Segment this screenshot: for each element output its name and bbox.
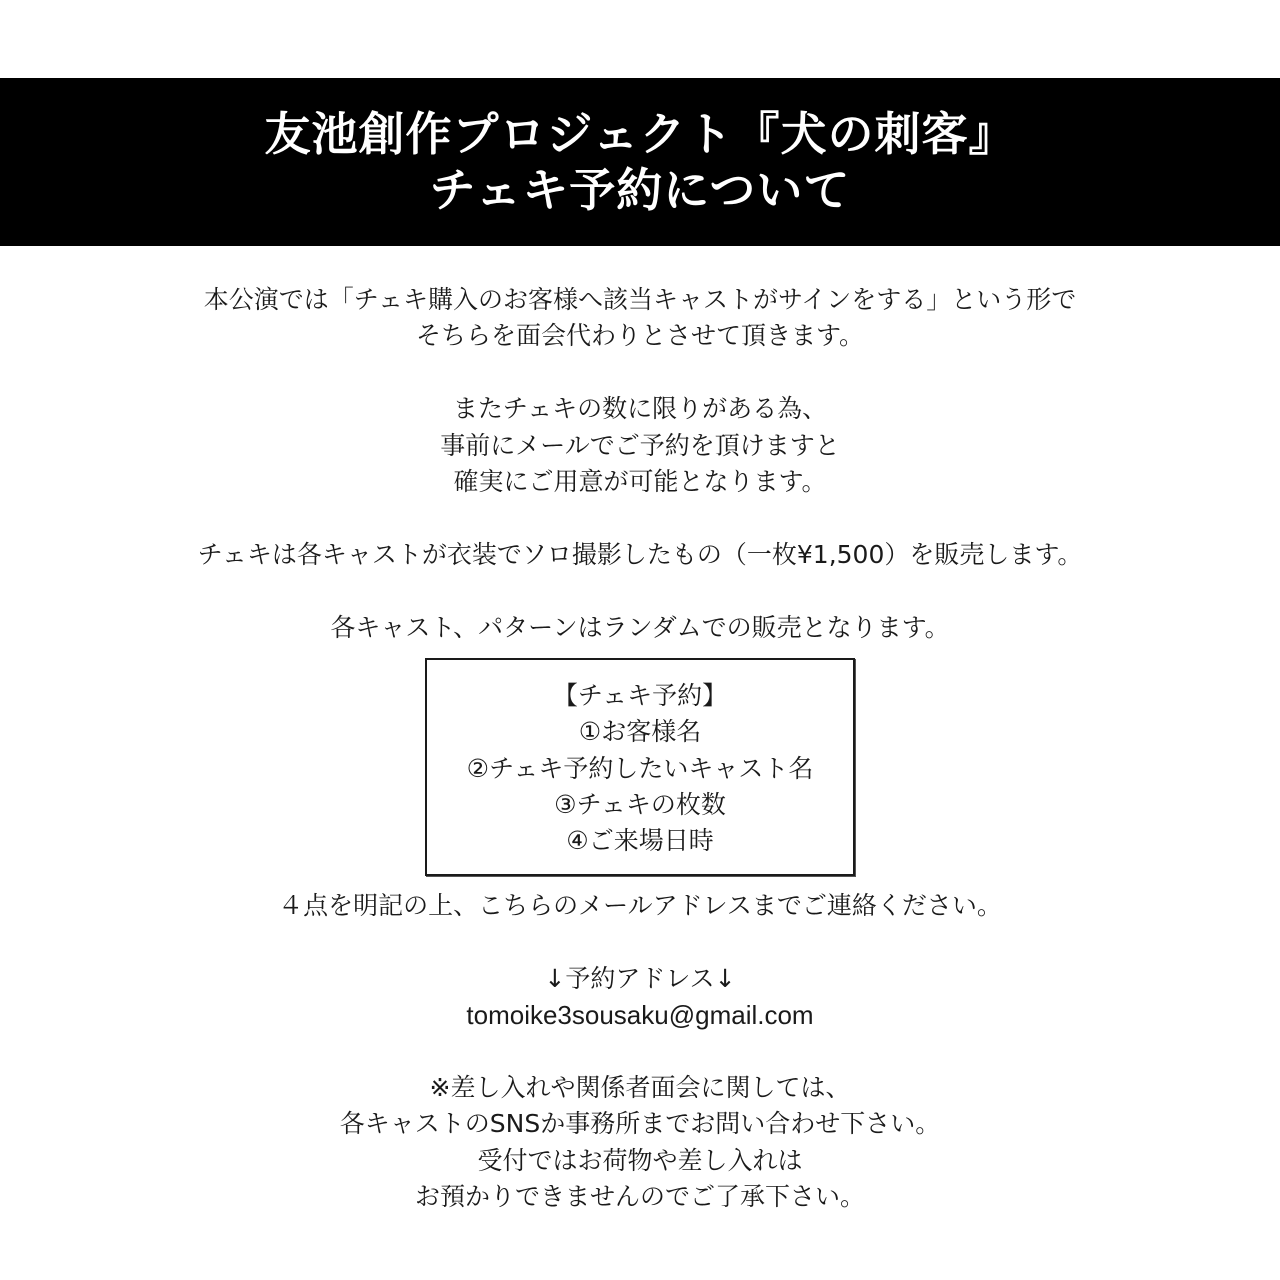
reservation-item: ②チェキ予約したいキャスト名 bbox=[466, 753, 814, 783]
intro-line-2: そちらを面会代わりとさせて頂きます。 bbox=[415, 321, 864, 351]
random-note: 各キャスト、パターンはランダムでの販売となります。 bbox=[330, 612, 950, 642]
body-content bbox=[0, 282, 1280, 1215]
notice-line-4: お預かりできませんのでご了承下さい。 bbox=[414, 1181, 865, 1211]
price-note: チェキは各キャストが衣装でソロ撮影したもの（一枚¥1,500）を販売します。 bbox=[197, 539, 1083, 569]
reservation-item: ③チェキの枚数 bbox=[554, 790, 726, 820]
limit-line-3: 確実にご用意が可能となります。 bbox=[453, 466, 827, 496]
notice-line-3: 受付ではお荷物や差し入れは bbox=[477, 1145, 803, 1175]
reservation-box bbox=[425, 658, 855, 876]
title-line-2: チェキ予約について bbox=[429, 163, 851, 217]
notice-line-1: ※差し入れや関係者面会に関しては、 bbox=[429, 1072, 851, 1102]
address-label: ↓予約アドレス↓ bbox=[544, 963, 736, 993]
title-line-1: 友池創作プロジェクト『犬の刺客』 bbox=[264, 107, 1016, 161]
notice-line-2: 各キャストのSNSか事務所までお問い合わせ下さい。 bbox=[339, 1109, 941, 1139]
contact-note: ４点を明記の上、こちらのメールアドレスまでご連絡ください。 bbox=[278, 890, 1002, 920]
reservation-item: ①お客様名 bbox=[578, 717, 702, 747]
reservation-heading: 【チェキ予約】 bbox=[552, 680, 728, 710]
limit-line-1: またチェキの数に限りがある為、 bbox=[452, 394, 828, 424]
intro-line-1: 本公演では「チェキ購入のお客様へ該当キャストがサインをする」という形で bbox=[203, 285, 1077, 314]
reservation-email[interactable]: tomoike3sousaku@gmail.com bbox=[466, 1000, 814, 1031]
limit-line-2: 事前にメールでご予約を頂けますと bbox=[440, 430, 840, 460]
title-banner bbox=[0, 78, 1280, 246]
reservation-item: ④ご来場日時 bbox=[566, 826, 714, 856]
